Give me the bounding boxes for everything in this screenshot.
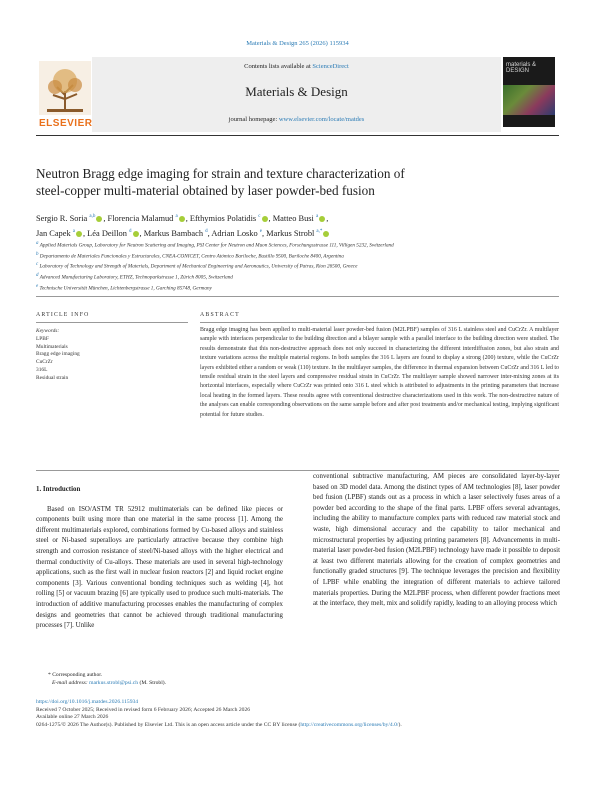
- orcid-icon[interactable]: [319, 216, 325, 222]
- affiliation-list: [36, 240, 556, 293]
- author-name[interactable]: Adrian Losko: [211, 228, 258, 238]
- body-paragraph: conventional subtractive manufacturing, AM pieces are consolidated layer-by-layer based on 3D model data. Among the distinct types of AM technologies [8], laser powder bed fusion (LPBF) stands out as a process in which a laser selectively fuses areas of a powder bed according to the shape of the final parts. LPBF offers several advantages, including the ability to manufacture complex parts with reduced raw material stock and waste, high dimensional accuracy and the capability to tailor mechanical and microstructural properties by adjusting printing parameters [8]. Advancements in multi-material laser powder-bed fusion (M2LPBF) technology have made it possible to deposit at least two different materials allowing for the creation of complex geometries and functionally graded structures [9]. The technique leverages the precision and flexibility of LPBF while enabling the integration of different materials to achieve tailored materials properties. During the M2LPBF process, when different powder fractions meet at the interface, they melt, mix and solidify rapidly, leading to an alloying process which: [313, 473, 560, 608]
- journal-cover-thumbnail[interactable]: [503, 57, 555, 127]
- abstract-bottom-divider: [36, 470, 559, 471]
- keywords-block: [36, 328, 186, 383]
- publication-info: [36, 699, 559, 729]
- elsevier-tree-icon: [39, 61, 91, 115]
- author-affil-sup[interactable]: d: [129, 228, 132, 234]
- contents-line: [92, 63, 501, 70]
- footnote-email: [52, 680, 166, 686]
- orcid-icon[interactable]: [96, 216, 102, 222]
- cover-title: materials & DESIGN: [506, 62, 537, 74]
- homepage-link[interactable]: www.elsevier.com/locate/matdes: [278, 116, 365, 123]
- author-affil-sup[interactable]: a: [72, 228, 75, 234]
- author-affil-sup[interactable]: a,*: [316, 228, 323, 234]
- article-info-heading: ARTICLE INFO: [36, 312, 90, 318]
- elsevier-logo[interactable]: [39, 61, 91, 129]
- title-line-2: steel-copper multi-material obtained by laser powder-bed fusion: [36, 183, 375, 198]
- affiliation-divider: [36, 296, 559, 297]
- journal-name: Materials & Design: [245, 84, 348, 99]
- keyword: Residual strain: [36, 374, 69, 381]
- footnote-corresponding: * Corresponding author.: [48, 672, 103, 678]
- abstract-heading: ABSTRACT: [200, 312, 240, 318]
- article-info-divider: [36, 322, 188, 323]
- author-affil-sup[interactable]: d: [205, 228, 208, 234]
- keyword: 316L: [36, 366, 48, 373]
- email-suffix: (M. Strobl).: [138, 680, 167, 686]
- affiliation: $^a$ Applied Materials Group, Laboratory for Neutron Scattering and Imaging, PSI Center for Neutron and Muon Sciences, Forschungsstrasse 111, Villigen 5232, Switzerland: [36, 241, 394, 249]
- orcid-icon[interactable]: [76, 231, 82, 237]
- contents-prefix: Contents lists available at: [244, 63, 313, 70]
- license-line: 0264-1275/© 2026 The Author(s). Published by Elsevier Ltd. This is an open access article under the CC BY license (http://creativecommons.org/licenses/by/4.0/).: [36, 721, 402, 728]
- body-paragraph: Based on ISO/ASTM TR 52912 multimaterials can be defined like pieces or components built using more than one material in the same process [1]. Among the different multimaterials explored, combinations formed by Cu-based alloys and stainless steel or Ni-based superalloys are particularly attractive because they combine high strength and corrosion resistance of steel/Ni-based alloys with the higher electrical and thermal conductivity of Cu-alloys. These materials are used in several high-technology applications, such as the first wall in nuclear fusion reactors [2] and liquid rocket engine components [3]. Various conventional bonding techniques such as welding [4], hot rolling [5] or vacuum brazing [6] are typically used to produce such multi-materials. The introduction of additive manufacturing processes enables the manufacturing of complex designs and geometries that cannot be achieved through traditional manufacturing processes [7]. Unlike: [36, 505, 283, 630]
- author-affil-sup[interactable]: a,b: [89, 214, 96, 219]
- author-name[interactable]: Jan Capek: [36, 228, 71, 238]
- elsevier-wordmark: ELSEVIER: [39, 118, 93, 129]
- author-name[interactable]: Matteo Busi: [272, 213, 314, 223]
- author-name[interactable]: Léa Deillon: [87, 228, 127, 238]
- keywords-label: Keywords:: [36, 328, 60, 334]
- cover-image: [503, 85, 555, 115]
- abstract-text: Bragg edge imaging has been applied to multi-material laser powder-bed fusion (M2LPBF) samples of 316 L stainless steel and CuCrZr. A multilayer sample with interfaces perpendicular to the building direction and a bilayer sample with a parallel interface to the building direction were studied. The results demonstrate that this non-destructive approach does not only succeed in characterizing the different interdiffusion zones, but also strain and texture variations across the multiple material regions. In both samples the 316 L layers are found to display a strong (200) texture, while the CuCrZr layers exhibited either a random or weak (110) texture. In the multilayer samples, the difference in thermal expansion between CuCrZr and 316 L led to tensile residual strain in the steel layers and compressive residual strain in CuCrZr. The multilayer sample showed narrower inter-mixing zones at its horizontal interfaces, especially where CuCrZr was printed onto 316 L steel which is attributed to adjustments in the printing parameters that increase local heating in the formed layers. These results agree with conventional destructive characterizations used in this work. The non-destructive nature of the analyses can enable corresponding observations on the same sample before and after post treatments and/or mechanical testing, implying significant potential for future studies.: [200, 327, 559, 418]
- author-affil-sup[interactable]: e: [259, 228, 262, 234]
- body-column-left: [36, 485, 283, 632]
- article-title: [36, 165, 556, 199]
- orcid-icon[interactable]: [262, 216, 268, 222]
- orcid-icon[interactable]: [179, 216, 185, 222]
- license-link[interactable]: http://creativecommons.org/licenses/by/4.0/: [300, 721, 399, 728]
- header-divider: [36, 135, 559, 136]
- keyword: Bragg edge imaging: [36, 351, 80, 358]
- journal-reference[interactable]: Materials & Design 265 (2026) 115934: [246, 40, 349, 47]
- keyword: Multimaterials: [36, 343, 68, 350]
- doi-link[interactable]: https://doi.org/10.1016/j.matdes.2026.115934: [36, 699, 139, 705]
- available-online: Available online 27 March 2026: [36, 714, 109, 721]
- author-name[interactable]: Markus Strobl: [266, 228, 315, 238]
- affiliation: $^b$ Departamento de Materiales Funcionales y Estructurales, CNEA-CONICET, Centro Atómico Bariloche, Bustillo 9500, Bariloche 8400, Argentina: [36, 251, 344, 260]
- author-name[interactable]: Efthymios Polatidis: [189, 213, 257, 223]
- orcid-icon[interactable]: [323, 231, 329, 237]
- orcid-icon[interactable]: [133, 231, 139, 237]
- author-name[interactable]: Markus Bambach: [143, 228, 204, 238]
- title-line-1: Neutron Bragg edge imaging for strain and texture characterization of: [36, 166, 405, 181]
- affiliation: $^e$ Technische Universität München, Lichtenbergstrasse 1, Garching 85748, Germany: [36, 283, 212, 292]
- homepage-prefix: journal homepage:: [228, 116, 279, 123]
- author-name[interactable]: Sergio R. Soria: [36, 213, 88, 223]
- email-label: E-mail address:: [52, 680, 90, 686]
- affiliation: $^c$ Laboratory of Technology and Strength of Materials, Department of Mechanical Engineering and Aeronautics, University of Patras, Rion 26500, Greece: [36, 262, 358, 271]
- affiliation: $^d$ Advanced Manufacturing Laboratory, ETHZ, Technoparkstrasse 1, Zürich 8005, Switzerland: [36, 272, 233, 281]
- sciencedirect-link[interactable]: ScienceDirect: [312, 63, 349, 70]
- abstract-divider: [200, 322, 559, 323]
- author-name[interactable]: Florencia Malamud: [107, 213, 174, 223]
- journal-homepage-line: [92, 116, 501, 123]
- author-affil-sup[interactable]: c: [258, 214, 261, 219]
- author-affil-sup[interactable]: a: [175, 214, 178, 219]
- keyword: CuCrZr: [36, 359, 53, 366]
- keyword: LPBF: [36, 335, 49, 342]
- author-list: Sergio R. Soria $^{a,b}$ , Florencia Malamud $^a$ , Efthymios Polatidis $^c$ , Matteo Busi $^a$ , Jan Capek $^a$ , Léa Deillon $^d$ , Markus Bambach $^d$, Adrian Losko $^e$, Markus Strobl $^{a,*}$: [36, 213, 329, 238]
- author-affil-sup[interactable]: a: [315, 214, 319, 219]
- email-link[interactable]: markus.strobl@psi.ch: [89, 680, 139, 686]
- body-column-right: [313, 472, 560, 610]
- received-dates: Received 7 October 2025; Received in revised form 6 February 2026; Accepted 26 March 2026: [36, 706, 251, 713]
- section-heading: 1. Introduction: [36, 486, 81, 493]
